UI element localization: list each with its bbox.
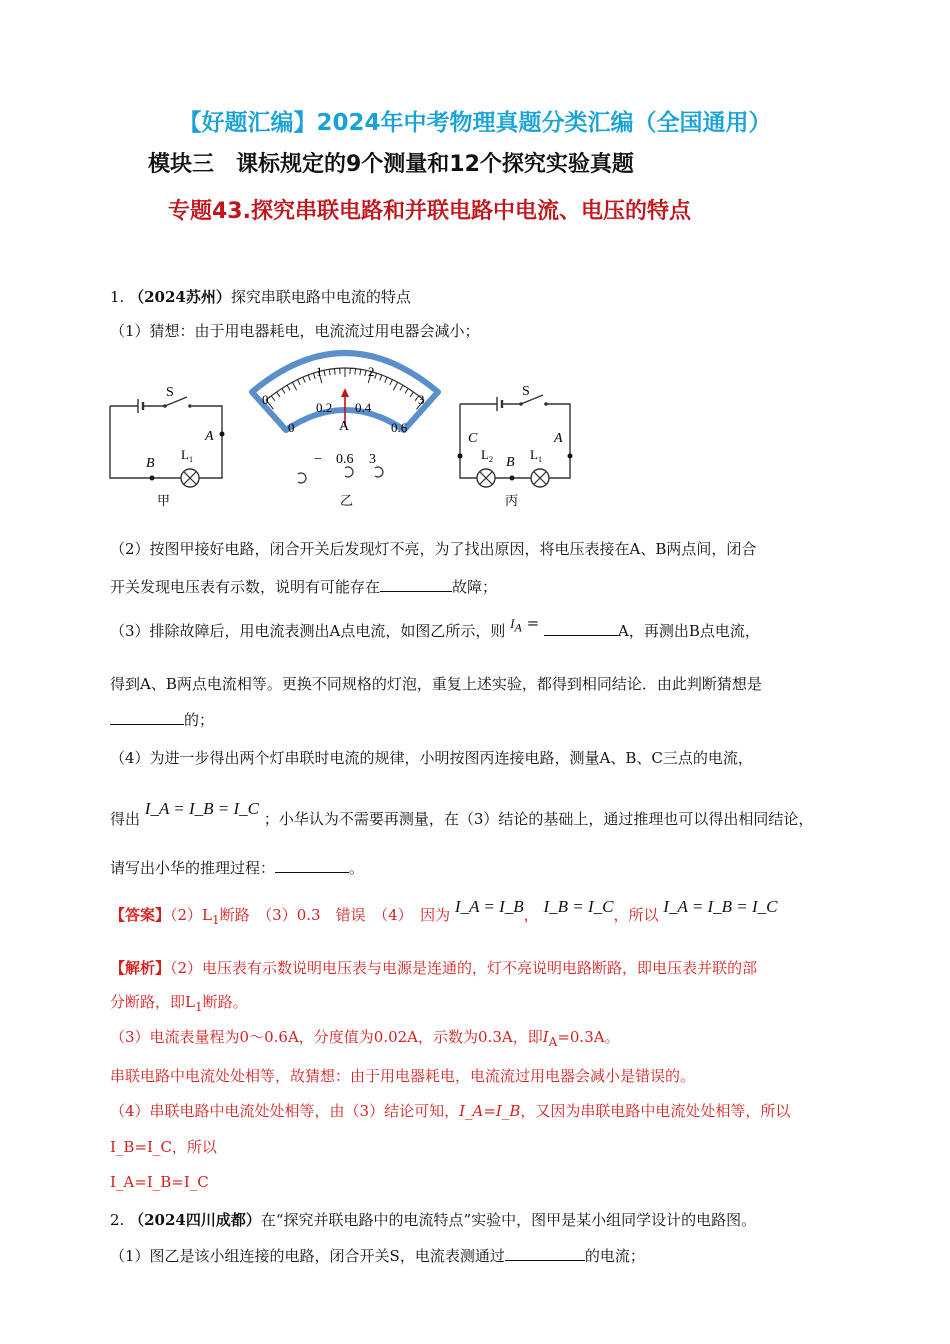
- q2-stem: 在“探究并联电路中的电流特点”实验中，图甲是某小组同学设计的电路图。: [260, 1211, 757, 1229]
- q1-analysis-line4: 串联电路中电流处处相等，故猜想：由于用电器耗电，电流流过用电器会减小是错误的。: [110, 1067, 696, 1085]
- meter-unit: A: [339, 419, 350, 434]
- q1-figures: [0, 0, 950, 520]
- topic-heading: 专题43.探究串联电路和并联电路中电流、电压的特点: [168, 199, 691, 224]
- q2-number: 2.: [110, 1211, 125, 1229]
- meter-bottom-tick-2: 0.4: [355, 400, 372, 415]
- answer-blank-reasoning[interactable]: [275, 858, 349, 873]
- answer-blank-fault[interactable]: [380, 577, 452, 592]
- q1-analysis-line3: （3）电流表量程为0～0.6A，分度值为0.02A，示数为0.3A，即$I_A=0.3A$。: [110, 1028, 620, 1049]
- meter-top-tick-0: 0: [262, 392, 269, 407]
- meter-bottom-tick-0: 0: [288, 420, 295, 435]
- analysis-label: 【解析】: [110, 959, 171, 977]
- point-b-jia: [150, 476, 155, 481]
- answer-blank-q2[interactable]: [505, 1246, 585, 1261]
- q1-number: 1.: [110, 288, 125, 306]
- lamp-jia-label: $L_1$: [181, 447, 193, 464]
- point-a-bing: [568, 454, 573, 459]
- q1-source: （2024苏州）: [129, 288, 231, 306]
- q1-analysis-line6: I_B=I_C，所以: [110, 1138, 217, 1156]
- caption-bing: 丙: [505, 493, 519, 508]
- q1-part2-line1: （2）按图甲接好电路，闭合开关后发现灯不亮，为了找出原因，将电压表接在A、B两点间，闭合: [110, 540, 757, 558]
- switch-jia-label: S: [166, 385, 174, 400]
- label-a-jia: A: [205, 429, 214, 444]
- q1-answer: 【答案】$(2)L_1$断路 （3）0.3 错误 （4） 因为 I_A = I_B， I_B = I_C，所以 I_A = I_B = I_C: [110, 897, 778, 927]
- switch-bing-label: S: [522, 384, 530, 399]
- q1-stem: 探究串联电路中电流的特点: [230, 288, 411, 306]
- meter-bottom-tick-1: 0.2: [316, 400, 333, 415]
- q1-part3-line3: 的；: [110, 709, 214, 731]
- meter-tick: [355, 369, 356, 375]
- q1-part4-line3: 请写出小华的推理过程： 。: [110, 859, 365, 877]
- q1-analysis-line7: I_A=I_B=I_C: [110, 1173, 209, 1191]
- figure-yi-ammeter: [252, 353, 438, 508]
- meter-top-tick-3: 3: [418, 392, 425, 407]
- answer-label: 【答案】: [110, 906, 171, 924]
- point-a-jia: [220, 432, 225, 437]
- q1-part4-line2: 得出 I_A = I_B = I_C ；小华认为不需要再测量，在（3）结论的基础上，通过推理也可以得出相同结论，: [110, 799, 814, 828]
- figure-bing: [458, 384, 573, 508]
- lamp1-bing-label: $L_1$: [530, 447, 542, 464]
- q1-part2-line2: 开关发现电压表有示数，说明有可能存在 故障；: [110, 578, 498, 596]
- document-title: 【好题汇编】2024年中考物理真题分类汇编（全国通用）: [178, 110, 772, 136]
- q2-part1: （1）图乙是该小组连接的电路，闭合开关S，电流表测通过 的电流；: [110, 1247, 645, 1265]
- meter-top-tick-1: 1: [316, 364, 323, 379]
- answer-blank-current[interactable]: [544, 621, 618, 636]
- label-b-bing: B: [506, 455, 515, 470]
- caption-jia: 甲: [157, 493, 171, 508]
- point-b-bing: [510, 476, 515, 481]
- q1-part4-line1: （4）为进一步得出两个灯串联时电流的规律，小明按图丙连接电路，测量A、B、C三点的电流，: [110, 749, 753, 767]
- meter-tick: [334, 369, 335, 375]
- label-a-bing: A: [554, 431, 563, 446]
- caption-yi: 乙: [340, 493, 354, 508]
- terminal-3-label: 3: [369, 452, 376, 467]
- meter-top-tick-2: 2: [368, 364, 375, 379]
- label-c-bing: C: [468, 431, 478, 446]
- formula-ia: $I_A$: [510, 616, 522, 635]
- figure-jia: [110, 385, 225, 508]
- q1-analysis-line5: （4）串联电路中电流处处相等，由（3）结论可知，I_A=I_B，又因为串联电路中电流处处相等，所以: [110, 1102, 791, 1120]
- terminal-negative-label: −: [314, 452, 322, 467]
- answer-blank-judgement[interactable]: [110, 710, 184, 725]
- meter-bottom-tick-3: 0.6: [391, 420, 408, 435]
- q1-part1: （1）猜想：由于用电器耗电，电流流过用电器会减小；: [110, 322, 480, 340]
- label-b-jia: B: [146, 456, 155, 471]
- terminal-06-label: 0.6: [336, 452, 354, 467]
- q1-analysis-line2: 分断路，即$L_1$断路。: [110, 993, 248, 1014]
- q2-source: （2024四川成都）: [129, 1211, 261, 1229]
- terminal-3-icon: [375, 467, 383, 477]
- terminal-negative-icon: [298, 473, 306, 483]
- q2-header: [110, 1209, 756, 1231]
- q1-analysis-line1: 【解析】（2）电压表有示数说明电压表与电源是连通的，灯不亮说明电路断路，即电压表并联的部: [110, 959, 758, 977]
- module-heading: 模块三 课标规定的9个测量和12个探究实验真题: [148, 152, 634, 177]
- q1-part3-line2: 得到A、B两点电流相等。更换不同规格的灯泡，重复上述实验，都得到相同结论．由此判断猜想是: [110, 675, 762, 693]
- lamp2-bing-label: $L_2$: [481, 447, 493, 464]
- formula-iaibic: I_A = I_B = I_C: [144, 799, 260, 818]
- terminal-06-icon: [345, 467, 353, 477]
- point-c-bing: [458, 454, 463, 459]
- q1-part3-line1: （3）排除故障后，用电流表测出A点电流，如图乙所示，则 $I_A = A$，再测出B点电流，: [110, 614, 760, 640]
